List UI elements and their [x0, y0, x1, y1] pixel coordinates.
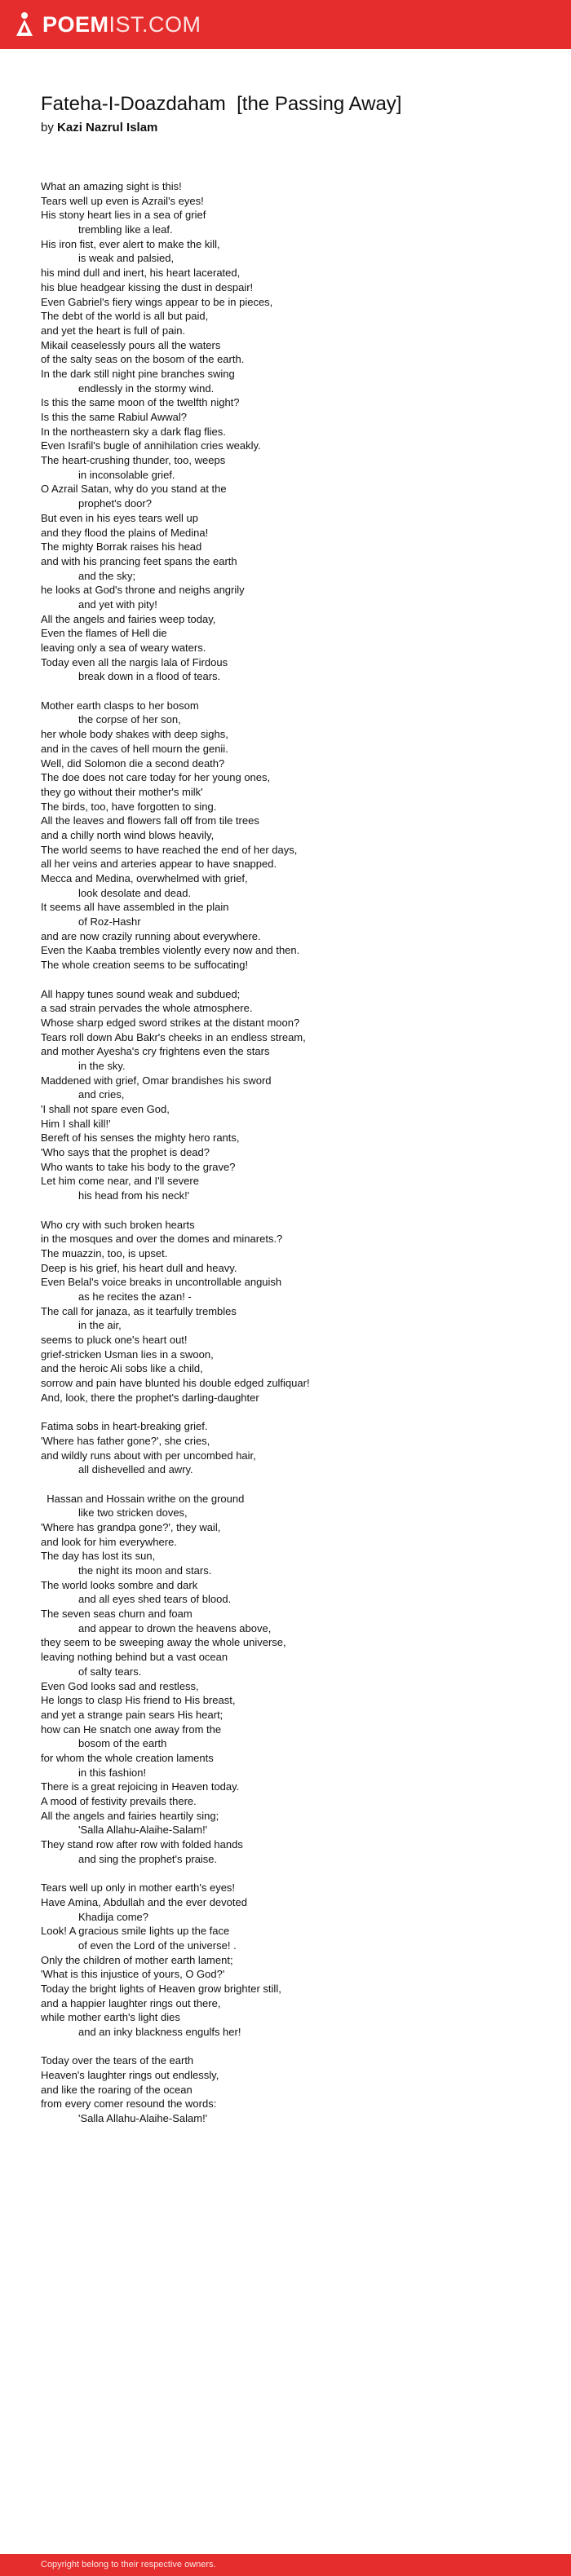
poem-line: The birds, too, have forgotten to sing.	[41, 800, 217, 813]
poem-line: and are now crazily running about everywhere.	[41, 929, 261, 942]
poem-line: Deep is his grief, his heart dull and heavy.	[41, 1261, 237, 1274]
poem-line: seems to pluck one's heart out!	[41, 1334, 188, 1346]
poem-line: 'I shall not spare even God,	[41, 1103, 170, 1115]
poem-line: Even Israfil's bugle of annihilation cries weakly.	[41, 439, 261, 452]
poem-line: of Roz-Hashr	[78, 915, 141, 929]
poem-line: His stony heart lies in a sea of grief	[41, 209, 206, 222]
poem-line: Tears well up even is Azrail's eyes!	[41, 194, 204, 207]
poem-line: He longs to clasp His friend to His breast,	[41, 1694, 236, 1707]
poem-line: Tears roll down Abu Bakr's cheeks in an endless stream,	[41, 1030, 306, 1043]
poem-title: Fateha-I-Doazdaham [the Passing Away]	[41, 93, 402, 115]
poem-line: 'Where has grandpa gone?', they wail,	[41, 1520, 221, 1533]
poem-author-line	[41, 120, 547, 136]
poem-line: Mother earth clasps to her bosom	[41, 699, 199, 712]
poem-line: In the dark still night pine branches swing	[41, 367, 235, 380]
poem-line: A mood of festivity prevails there.	[41, 1795, 197, 1807]
poem-line: in this fashion!	[78, 1766, 147, 1779]
poem-line: The debt of the world is all but paid,	[41, 310, 209, 323]
poem-line: Bereft of his senses the mighty hero rants,	[41, 1131, 240, 1145]
poem-line: And, look, there the prophet's darling-daughter	[41, 1391, 259, 1404]
footer-copyright: Copyright belong to their respective owners.	[41, 2560, 216, 2569]
poem-line: and cries,	[78, 1088, 125, 1101]
poem-stanza	[41, 2053, 555, 2125]
poem-line: Have Amina, Abdullah and the ever devoted	[41, 1895, 247, 1908]
poem-line: is weak and palsied,	[78, 252, 175, 265]
poem-line: Today even all the nargis lala of Firdous	[41, 655, 228, 668]
poem-line: for whom the whole creation laments	[41, 1751, 214, 1764]
poem-author-prefix: by	[41, 121, 58, 135]
poem-line: Mecca and Medina, overwhelmed with grief,	[41, 872, 248, 884]
poem-line: he looks at God's throne and neighs angrily	[41, 584, 245, 597]
poem-line: All the angels and fairies heartily sing;	[41, 1809, 219, 1822]
poem-line: all dishevelled and awry.	[78, 1463, 193, 1476]
poem-stanza	[41, 1218, 555, 1405]
poem-line: The muazzin, too, is upset.	[41, 1246, 168, 1259]
poem-line: as he recites the azan! -	[78, 1290, 192, 1303]
top-bar	[0, 0, 571, 49]
poem-line: his mind dull and inert, his heart lacerated,	[41, 267, 241, 280]
poem-line: of salty tears.	[78, 1665, 142, 1678]
poem-line: the corpse of her son,	[78, 713, 181, 726]
poem-line: Even God looks sad and restless,	[41, 1679, 199, 1692]
poem-line: The seven seas churn and foam	[41, 1608, 193, 1621]
poem-line: His iron fist, ever alert to make the kill,	[41, 237, 220, 250]
poem-line: in the mosques and over the domes and minarets.?	[41, 1233, 283, 1246]
footer-bar	[0, 2554, 571, 2576]
poem-line: Mikail ceaselessly pours all the waters	[41, 338, 221, 351]
poem-line: of the salty seas on the bosom of the earth.	[41, 353, 245, 366]
poem-line: and yet with pity!	[78, 598, 157, 611]
poem-line: leaving only a sea of weary waters.	[41, 642, 206, 654]
poem-line: his head from his neck!'	[78, 1189, 190, 1202]
poem-line: Even Gabriel's fiery wings appear to be in pieces,	[41, 295, 273, 308]
poem-stanza	[41, 699, 555, 973]
poem-line: the night its moon and stars.	[78, 1564, 212, 1577]
poem-line: In the northeastern sky a dark flag flies.	[41, 425, 226, 438]
poem-stanza	[41, 179, 555, 684]
poem-line: and all eyes shed tears of blood.	[78, 1593, 232, 1606]
poem-line: All happy tunes sound weak and subdued;	[41, 987, 241, 1000]
poem-line: Fatima sobs in heart-breaking grief.	[41, 1420, 208, 1433]
logo-wordmark-strong: POEM	[42, 12, 109, 37]
poem-line: 'Where has father gone?', she cries,	[41, 1434, 210, 1447]
poem-line: like two stricken doves,	[78, 1506, 188, 1520]
poem-line: and in the caves of hell mourn the genii.	[41, 742, 228, 755]
poem-line: Only the children of mother earth lament;	[41, 1953, 233, 1966]
poem-line: All the leaves and flowers fall off from tile trees	[41, 814, 259, 827]
poem-line: Tears well up only in mother earth's eyes!	[41, 1881, 236, 1895]
poem-line: bosom of the earth	[78, 1737, 167, 1750]
poem-author-link[interactable]: Kazi Nazrul Islam	[57, 121, 158, 135]
poem-line: O Azrail Satan, why do you stand at the	[41, 483, 227, 496]
poem-line: and a happier laughter rings out there,	[41, 1996, 221, 2009]
poem-line: his blue headgear kissing the dust in despair!	[41, 280, 254, 293]
poem-line: Maddened with grief, Omar brandishes his sword	[41, 1074, 272, 1087]
poem-line: from every comer resound the words:	[41, 2097, 217, 2111]
poem-line: and an inky blackness engulfs her!	[78, 2026, 241, 2038]
site-logo[interactable]	[15, 11, 201, 38]
poem-line: Heaven's laughter rings out endlessly,	[41, 2069, 219, 2082]
logo-wordmark	[42, 11, 201, 37]
poem-line: The call for janaza, as it tearfully trembles	[41, 1304, 237, 1317]
poem-line: Even Belal's voice breaks in uncontrollable anguish	[41, 1276, 282, 1289]
poem-line: her whole body shakes with deep sighs,	[41, 728, 228, 741]
poem-stanza	[41, 1419, 555, 1477]
poem-body	[41, 179, 555, 2141]
poem-line: a sad strain pervades the whole atmosphere.	[41, 1002, 253, 1015]
poem-line: The day has lost its sun,	[41, 1550, 156, 1563]
poem-line: Whose sharp edged sword strikes at the distant moon?	[41, 1016, 300, 1029]
poem-line: The heart-crushing thunder, too, weeps	[41, 454, 226, 467]
poem-line: Him I shall kill!'	[41, 1117, 111, 1130]
poem-line: Is this the same Rabiul Awwal?	[41, 411, 187, 423]
poemist-logo-icon	[15, 11, 34, 37]
poem-line: and mother Ayesha's cry frightens even the stars	[41, 1045, 270, 1058]
poem-line: What an amazing sight is this!	[41, 180, 182, 192]
poem-line: and yet the heart is full of pain.	[41, 324, 186, 337]
poem-line: 'What is this injustice of yours, O God?'	[41, 1968, 225, 1981]
poem-stanza	[41, 1492, 555, 1867]
poem-line: and sing the prophet's praise.	[78, 1852, 218, 1865]
poem-line: all her veins and arteries appear to have snapped.	[41, 858, 277, 871]
poem-line: Who wants to take his body to the grave?	[41, 1160, 236, 1173]
poem-line: they seem to be sweeping away the whole universe,	[41, 1636, 286, 1649]
poem-line: of even the Lord of the universe! .	[78, 1939, 237, 1952]
poem-line: in inconsolable grief.	[78, 468, 175, 481]
poem-line: 'Salla Allahu-Alaihe-Salam!'	[78, 2112, 208, 2125]
poem-line: leaving nothing behind but a vast ocean	[41, 1651, 228, 1664]
poem-line: and with his prancing feet spans the earth	[41, 554, 237, 567]
poem-line: Who cry with such broken hearts	[41, 1218, 195, 1231]
poem-line: trembling like a leaf.	[78, 223, 173, 236]
logo-wordmark-light: IST.COM	[108, 12, 201, 37]
poem-header	[41, 92, 547, 136]
poem-line: Today the bright lights of Heaven grow brighter still,	[41, 1982, 281, 1995]
poem-line: The mighty Borrak raises his head	[41, 540, 202, 554]
poem-line: and they flood the plains of Medina!	[41, 526, 209, 539]
poem-line: and yet a strange pain sears His heart;	[41, 1708, 224, 1721]
poem-line: while mother earth's light dies	[41, 2011, 180, 2024]
poem-line: in the air,	[78, 1319, 122, 1332]
poem-line: Look! A gracious smile lights up the face	[41, 1925, 230, 1938]
poem-line: The doe does not care today for her young ones,	[41, 771, 271, 784]
poem-line: They stand row after row with folded hands	[41, 1838, 243, 1851]
poem-line: There is a great rejoicing in Heaven today.	[41, 1780, 240, 1793]
poem-line: The world seems to have reached the end of her days,	[41, 843, 298, 856]
poem-stanza	[41, 987, 555, 1203]
poem-line: break down in a flood of tears.	[78, 670, 221, 683]
poem-line: But even in his eyes tears well up	[41, 511, 198, 524]
poem-line: All the angels and fairies weep today,	[41, 612, 216, 625]
poem-line: in the sky.	[78, 1059, 126, 1072]
poem-line: It seems all have assembled in the plain	[41, 901, 229, 914]
poem-line: and like the roaring of the ocean	[41, 2083, 193, 2096]
poem-line: and the sky;	[78, 569, 136, 582]
poem-line: and the heroic Ali sobs like a child,	[41, 1362, 203, 1375]
poem-line: 'Who says that the prophet is dead?	[41, 1146, 210, 1159]
poem-line: grief-stricken Usman lies in a swoon,	[41, 1348, 214, 1361]
poem-stanza	[41, 1881, 555, 2040]
poem-line: prophet's door?	[78, 497, 152, 510]
poem-line: and a chilly north wind blows heavily,	[41, 828, 215, 841]
poem-line: Khadija come?	[78, 1910, 148, 1923]
poem-line: and appear to drown the heavens above,	[78, 1621, 272, 1634]
poem-line: 'Salla Allahu-Alaihe-Salam!'	[78, 1824, 208, 1837]
poem-line: Hassan and Hossain writhe on the ground	[41, 1492, 245, 1505]
poem-line: Is this the same moon of the twelfth night?	[41, 396, 240, 409]
poem-line: Even the flames of Hell die	[41, 627, 167, 640]
poem-line: Even the Kaaba trembles violently every now and then.	[41, 944, 300, 957]
poem-line: sorrow and pain have blunted his double edged zulfiquar!	[41, 1377, 310, 1390]
poem-line: The world looks sombre and dark	[41, 1578, 198, 1591]
poem-line: and wildly runs about with per uncombed hair,	[41, 1449, 256, 1462]
poem-line: Let him come near, and I'll severe	[41, 1175, 199, 1188]
poem-line: The whole creation seems to be suffocating!	[41, 959, 249, 972]
poem-line: and look for him everywhere.	[41, 1535, 177, 1548]
poem-line: how can He snatch one away from the	[41, 1722, 222, 1736]
poem-line: they go without their mother's milk'	[41, 785, 203, 798]
poem-line: endlessly in the stormy wind.	[78, 382, 215, 395]
poem-line: Well, did Solomon die a second death?	[41, 756, 225, 770]
poem-line: look desolate and dead.	[78, 886, 192, 899]
poem-line: Today over the tears of the earth	[41, 2054, 194, 2067]
